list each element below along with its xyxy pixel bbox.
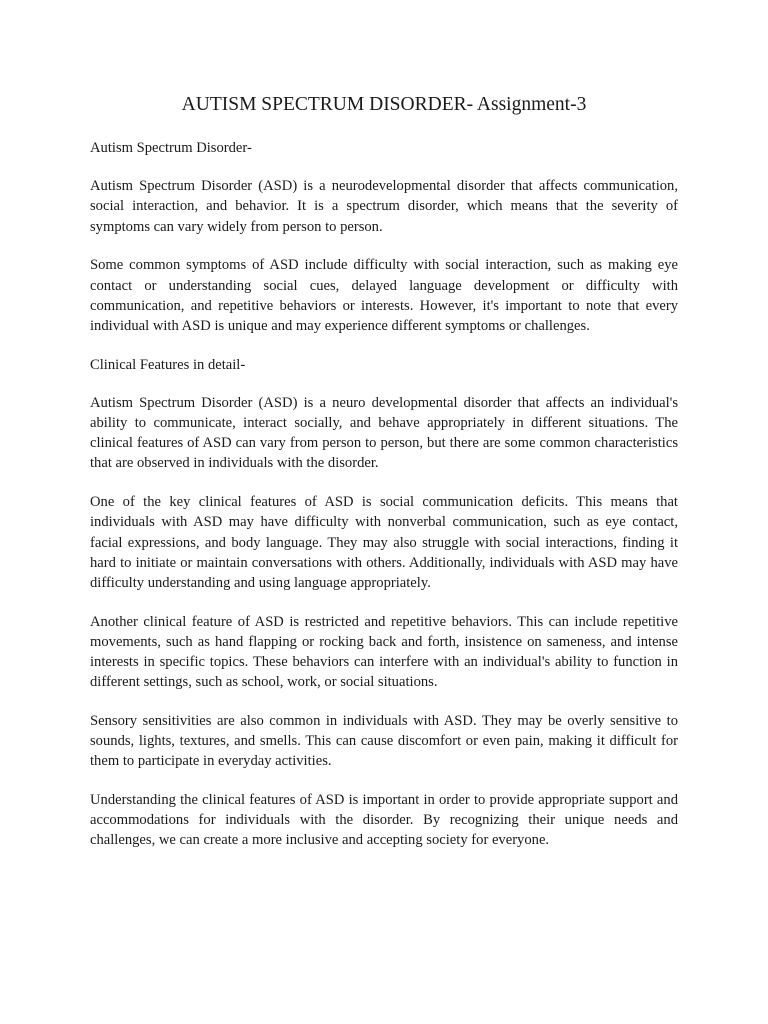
section-heading-clinical-features: Clinical Features in detail- — [90, 356, 246, 373]
document-body — [90, 138, 678, 869]
paragraph-sensory-sensitivities: Sensory sensitivities are also common in individuals with ASD. They may be overly sensitive to sounds, lights, textures, and smells. This can cause discomfort or even pain, making it difficult for them to participate in everyday activities. — [90, 712, 678, 770]
paragraph-repetitive-behaviors: Another clinical feature of ASD is restricted and repetitive behaviors. This can include repetitive movements, such as hand flapping or rocking back and forth, insistence on sameness, and intense interests in specific topics. These behaviors can interfere with an individual's ability to function in different settings, such as school, work, or social situations. — [90, 613, 678, 691]
section-heading-asd: Autism Spectrum Disorder- — [90, 140, 252, 156]
paragraph-asd-symptoms: Some common symptoms of ASD include difficulty with social interaction, such as making eye contact or understanding social cues, delayed language development or difficulty with communication, and repetitive behaviors or interests. However, it's important to note that every individual with ASD is unique and may experience different symptoms or challenges. — [90, 257, 678, 334]
paragraph-conclusion: Understanding the clinical features of ASD is important in order to provide appropriate support and accommodations for individuals with the disorder. By recognizing their unique needs and challenges, we can create a more inclusive and accepting society for everyone. — [90, 792, 678, 849]
document-title: AUTISM SPECTRUM DISORDER- Assignment-3 — [181, 94, 587, 115]
paragraph-social-communication: One of the key clinical features of ASD is social communication deficits. This means that individuals with ASD may have difficulty with nonverbal communication, such as eye contact, facial expressions, and body language. They may also struggle with social interactions, finding it hard to initiate or maintain conversations with others. Additionally, individuals with ASD may have difficulty understanding and using language appropriately. — [90, 494, 678, 591]
paragraph-clinical-overview: Autism Spectrum Disorder (ASD) is a neuro developmental disorder that affects an individual's ability to communicate, interact socially, and behave appropriately in different situations. The clinical features of ASD can vary from person to person, but there are some common characteristics that are observed in individuals with the disorder. — [90, 394, 678, 472]
paragraph-asd-definition: Autism Spectrum Disorder (ASD) is a neurodevelopmental disorder that affects communication, social interaction, and behavior. It is a spectrum disorder, which means that the severity of symptoms can vary widely from person to person. — [90, 178, 678, 235]
